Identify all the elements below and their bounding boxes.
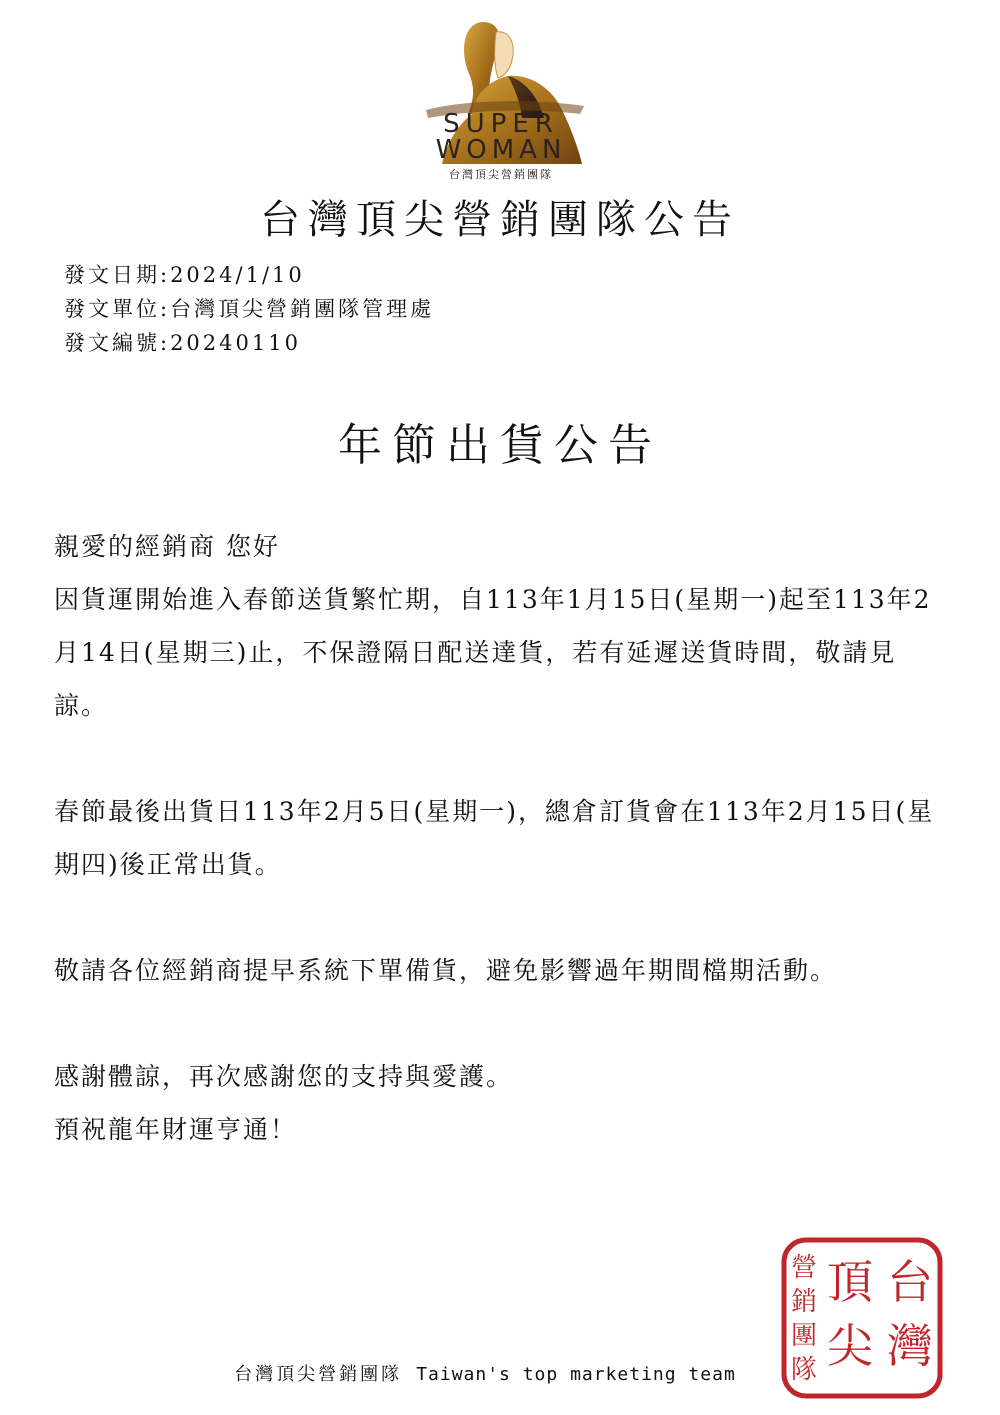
svg-text:團: 團	[790, 1321, 818, 1351]
greeting: 親愛的經銷商 您好	[54, 532, 280, 561]
svg-text:營: 營	[790, 1253, 818, 1283]
svg-text:尖: 尖	[827, 1319, 873, 1373]
footer	[0, 1360, 970, 1386]
document-title: 台灣頂尖營銷團隊公告	[260, 197, 740, 243]
svg-text:銷: 銷	[790, 1287, 818, 1317]
closing-wishes: 預祝龍年財運亨通！	[54, 1115, 298, 1144]
paragraph-shipping-period: 因貨運開始進入春節送貨繁忙期，自113年1月15日(星期一)起至113年2月14日(星期三)止，不保證隔日配送達貨，若有延遲送貨時間，敬請見諒。	[54, 585, 932, 720]
notice-body	[54, 520, 944, 1156]
logo-subtitle: 台灣頂尖營銷團隊	[449, 168, 553, 181]
document-meta	[64, 258, 434, 360]
paragraph-order-early: 敬請各位經銷商提早系統下單備貨，避免影響過年期間檔期活動。	[54, 956, 838, 985]
document-number: 發文編號:20240110	[64, 331, 301, 355]
svg-text:頂: 頂	[827, 1255, 873, 1309]
svg-text:隊: 隊	[790, 1355, 818, 1385]
notice-title: 年節出貨公告	[338, 420, 662, 471]
logo-wordmark-super: SUPER	[443, 109, 559, 139]
brand-logo	[412, 14, 590, 186]
logo-wordmark-woman: WOMAN	[435, 135, 567, 165]
paragraph-last-shipping-day: 春節最後出貨日113年2月5日(星期一)，總倉訂貨會在113年2月15日(星期四)後正常出貨。	[54, 797, 935, 879]
svg-text:灣: 灣	[887, 1319, 933, 1373]
issue-date: 發文日期:2024/1/10	[64, 263, 305, 287]
footer-english-name: Taiwan's top marketing team	[416, 1364, 736, 1385]
svg-text:台: 台	[887, 1255, 933, 1309]
footer-chinese-name: 台灣頂尖營銷團隊	[234, 1364, 403, 1385]
issuing-unit: 發文單位:台灣頂尖營銷團隊管理處	[64, 297, 435, 321]
closing-thanks: 感謝體諒，再次感謝您的支持與愛護。	[54, 1062, 514, 1091]
